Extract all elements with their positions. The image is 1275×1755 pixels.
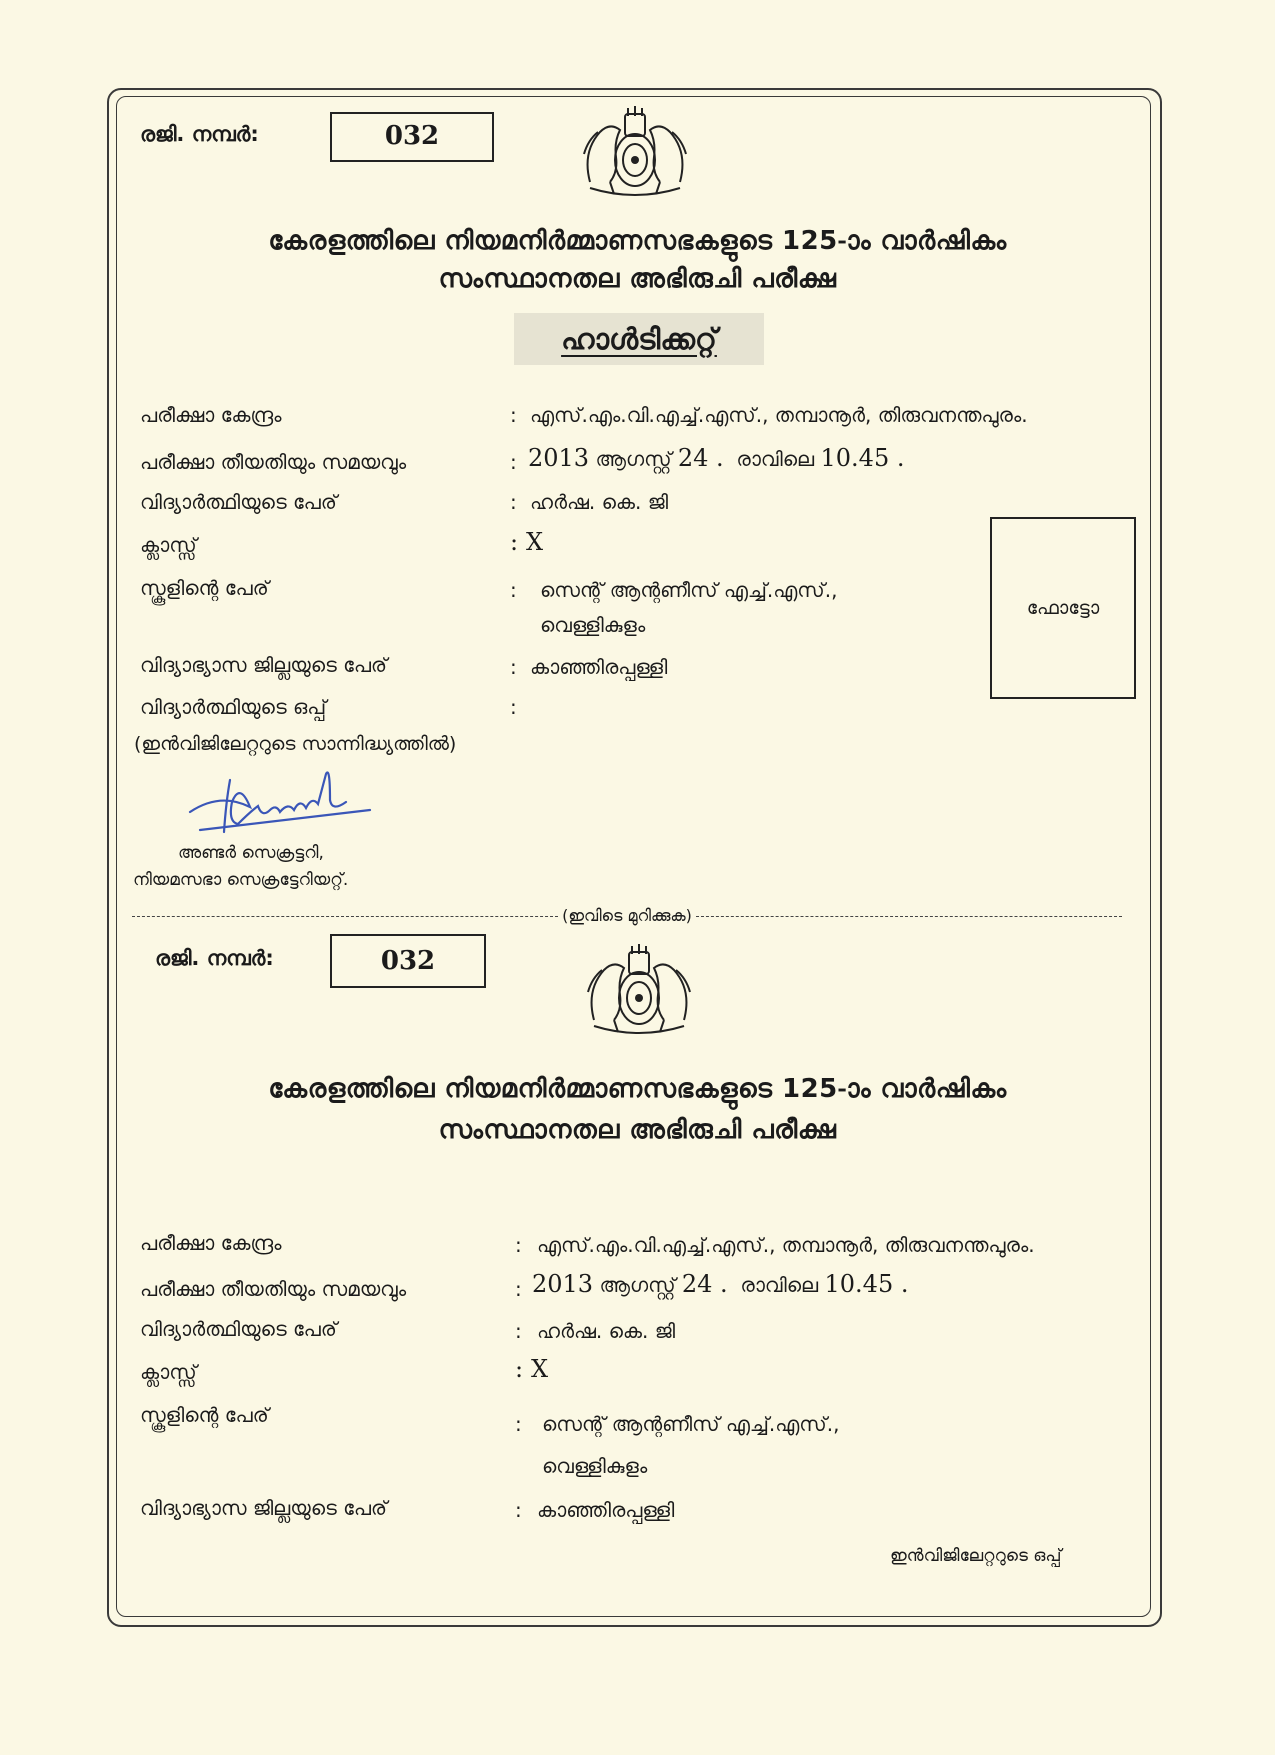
exam-datetime-label: പരീക്ഷാ തീയതിയും സമയവും bbox=[140, 450, 407, 474]
school-place-value: വെള്ളികുളം bbox=[540, 613, 646, 637]
district-value: കാഞ്ഞിരപ്പള്ളി bbox=[530, 655, 668, 679]
class-value: X bbox=[531, 1355, 549, 1383]
cut-dash-right bbox=[696, 916, 1122, 917]
hall-ticket-heading: ഹാൾടിക്കറ്റ് bbox=[514, 313, 764, 365]
student-name-colon: : bbox=[515, 1319, 522, 1343]
exam-month: ആഗസ്റ്റ് bbox=[599, 1273, 676, 1297]
class-value: X bbox=[526, 528, 544, 556]
signatory-office: നിയമസഭാ സെക്രട്ടേറിയറ്റ്. bbox=[133, 870, 349, 890]
reg-number-top: 032 bbox=[330, 112, 494, 162]
district-colon: : bbox=[510, 655, 517, 679]
invigilator-presence-note: (ഇൻവിജിലേറ്ററുടെ സാന്നിദ്ധ്യത്തിൽ) bbox=[134, 733, 457, 755]
reg-number-bottom: 032 bbox=[330, 934, 486, 988]
student-name-value: ഹർഷ. കെ. ജി bbox=[537, 1319, 676, 1343]
photo-placeholder: ഫോട്ടോ bbox=[990, 517, 1136, 699]
cut-here-label: (ഇവിടെ മുറിക്കുക) bbox=[562, 906, 692, 925]
reg-label-bottom: രജി. നമ്പർ: bbox=[155, 946, 274, 970]
page-subtitle-top: സംസ്ഥാനതല അഭിരുചി പരീക്ഷ bbox=[438, 264, 837, 294]
student-name-colon: : bbox=[510, 490, 517, 514]
school-place-value: വെള്ളികുളം bbox=[542, 1454, 648, 1478]
school-name-value: സെന്റ് ആന്റണീസ് എച്ച്.എസ്., bbox=[540, 578, 838, 602]
district-colon: : bbox=[515, 1498, 522, 1522]
exam-centre-label: പരീക്ഷാ കേന്ദ്രം bbox=[140, 1231, 282, 1255]
exam-year: 2013 bbox=[532, 1270, 594, 1298]
school-name-label: സ്കൂളിന്റെ പേര് bbox=[140, 1403, 269, 1427]
exam-centre-label: പരീക്ഷാ കേന്ദ്രം bbox=[140, 403, 282, 427]
signatory-designation: അണ്ടർ സെക്രട്ടറി, bbox=[178, 843, 324, 863]
exam-centre-value: എസ്.എം.വി.എച്ച്.എസ്., തമ്പാനൂർ, തിരുവനന്തപുരം. bbox=[530, 403, 1028, 427]
district-label: വിദ്യാഭ്യാസ ജില്ലയുടെ പേര് bbox=[140, 1496, 388, 1520]
exam-time-label: രാവിലെ bbox=[736, 447, 815, 471]
exam-year: 2013 bbox=[528, 444, 590, 472]
class-label: ക്ലാസ്സ് bbox=[140, 1360, 197, 1384]
student-name-label: വിദ്യാർത്ഥിയുടെ പേര് bbox=[140, 490, 337, 514]
exam-centre-value: എസ്.എം.വി.എച്ച്.എസ്., തമ്പാനൂർ, തിരുവനന്തപുരം. bbox=[537, 1233, 1035, 1257]
page-subtitle-bottom: സംസ്ഥാനതല അഭിരുചി പരീക്ഷ bbox=[438, 1115, 837, 1145]
student-signature-colon: : bbox=[510, 695, 517, 719]
school-name-value: സെന്റ് ആന്റണീസ് എച്ച്.എസ്., bbox=[542, 1412, 840, 1436]
exam-datetime-value bbox=[528, 444, 904, 472]
class-colon: : bbox=[510, 528, 519, 556]
class-label: ക്ലാസ്സ് bbox=[140, 533, 197, 557]
exam-datetime-colon: : bbox=[510, 450, 517, 474]
invigilator-signature-label: ഇൻവിജിലേറ്ററുടെ ഒപ്പ് bbox=[890, 1546, 1062, 1566]
school-name-label: സ്കൂളിന്റെ പേര് bbox=[140, 576, 269, 600]
kerala-emblem-icon bbox=[570, 102, 700, 204]
page-title-bottom: കേരളത്തിലെ നിയമനിർമ്മാണസഭകളുടെ 125-ാം വാർഷികം bbox=[268, 1074, 1007, 1104]
class-colon: : bbox=[515, 1355, 524, 1383]
exam-datetime-label: പരീക്ഷാ തീയതിയും സമയവും bbox=[140, 1277, 407, 1301]
exam-time-label: രാവിലെ bbox=[740, 1273, 819, 1297]
district-label: വിദ്യാഭ്യാസ ജില്ലയുടെ പേര് bbox=[140, 653, 388, 677]
exam-datetime-colon: : bbox=[515, 1277, 522, 1301]
exam-datetime-value bbox=[532, 1270, 908, 1298]
exam-day: 24 . bbox=[677, 444, 724, 472]
reg-label-top: രജി. നമ്പർ: bbox=[140, 122, 259, 146]
exam-time: 10.45 . bbox=[820, 444, 905, 472]
cut-dash-left bbox=[132, 916, 558, 917]
exam-centre-colon: : bbox=[510, 403, 517, 427]
school-name-colon: : bbox=[515, 1412, 522, 1436]
exam-day: 24 . bbox=[681, 1270, 728, 1298]
exam-month: ആഗസ്റ്റ് bbox=[595, 447, 672, 471]
student-name-value: ഹർഷ. കെ. ജി bbox=[530, 490, 669, 514]
student-name-label: വിദ്യാർത്ഥിയുടെ പേര് bbox=[140, 1317, 337, 1341]
signature-icon bbox=[180, 752, 380, 842]
school-name-colon: : bbox=[510, 578, 517, 602]
exam-centre-colon: : bbox=[515, 1233, 522, 1257]
district-value: കാഞ്ഞിരപ്പള്ളി bbox=[537, 1498, 675, 1522]
page-title-top: കേരളത്തിലെ നിയമനിർമ്മാണസഭകളുടെ 125-ാം വാർഷികം bbox=[268, 226, 1007, 256]
student-signature-label: വിദ്യാർത്ഥിയുടെ ഒപ്പ് bbox=[140, 695, 327, 719]
cut-here-line bbox=[132, 906, 1122, 926]
exam-time: 10.45 . bbox=[824, 1270, 909, 1298]
kerala-emblem-icon bbox=[574, 940, 704, 1042]
